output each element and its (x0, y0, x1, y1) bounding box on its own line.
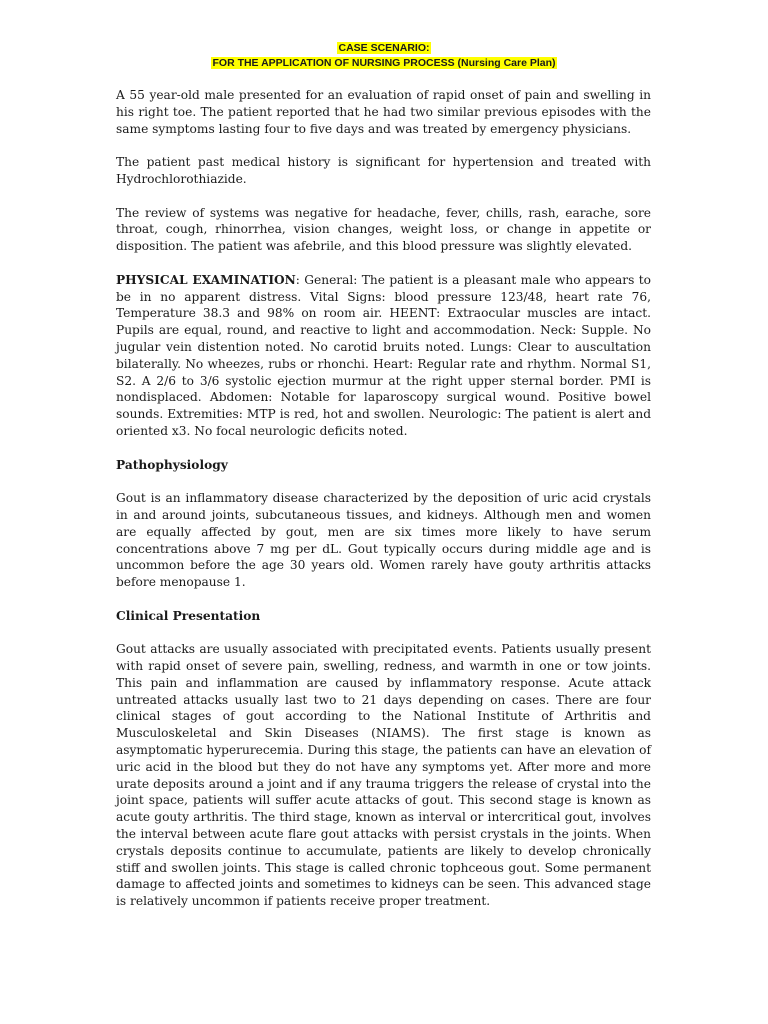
physical-exam-text: : General: The patient is a pleasant male who appears to be in no apparent distress. Vital Signs: blood pressure 123/48, heart rate 76, Temperature 38.3 and 98% on room air. HEENT: Extraocular muscles are intact. Pupils are equal, round, and reactive to light and accommodation. Neck: Supple. No jugular vein distention noted. No carotid bruits noted. Lungs: Clear to auscultation bilaterally. No wheezes, rubs or rhonchi. Heart: Regular rate and rhythm. Normal S1, S2. A 2/6 to 3/6 systolic ejection murmur at the right upper sternal border. PMI is nondisplaced. Abdomen: Notable for laparoscopy surgical wound. Positive bowel sounds. Extremities: MTP is red, hot and swollen. Neurologic: The patient is alert and oriented x3. No focal neurologic deficits noted. (116, 272, 652, 438)
header-case-scenario: CASE SCENARIO: (338, 42, 430, 54)
clinical-presentation-heading: Clinical Presentation (116, 608, 261, 623)
pathophysiology-heading: Pathophysiology (116, 457, 228, 472)
physical-exam-paragraph (116, 272, 651, 440)
document-header (0, 41, 768, 71)
header-subtitle: FOR THE APPLICATION OF NURSING PROCESS (Nursing Care Plan) (212, 57, 556, 69)
physical-exam-heading: PHYSICAL EXAMINATION (116, 272, 296, 287)
intro-paragraph-1: A 55 year-old male presented for an evaluation of rapid onset of pain and swelling in his right toe. The patient reported that he had two similar previous episodes with the same symptoms lasting four to five days and was treated by emergency physicians. (116, 88, 651, 136)
document-body (116, 87, 651, 927)
pathophysiology-paragraph: Gout is an inflammatory disease characterized by the deposition of uric acid crystals in and around joints, subcutaneous tissues, and kidneys. Although men and women are equally affected by gout, men are six times more likely to have serum concentrations above 7 mg per dL. Gout typically occurs during middle age and is uncommon before the age 30 years old. Women rarely have gouty arthritis attacks before menopause 1. (116, 491, 651, 590)
clinical-presentation-paragraph: Gout attacks are usually associated with precipitated events. Patients usually present with rapid onset of severe pain, swelling, redness, and warmth in one or tow joints. This pain and inflammation are caused by inflammatory response. Acute attack untreated attacks usually last two to 21 days depending on cases. There are four clinical stages of gout according to the National Institute of Arthritis and Musculoskeletal and Skin Diseases (NIAMS). The first stage is known as asymptomatic hyperurecemia. During this stage, the patients can have an elevation of uric acid in the blood but they do not have any symptoms yet. After more and more urate deposits around a joint and if any trauma triggers the release of crystal into the joint space, patients will suffer acute attacks of gout. This second stage is known as acute gouty arthritis. The third stage, known as interval or intercritical gout, involves the interval between acute flare gout attacks with persist crystals in the joints. When crystals deposits continue to accumulate, patients are likely to develop chronically stiff and swollen joints. This stage is called chronic tophceous gout. Some permanent damage to affected joints and sometimes to kidneys can be seen. This advanced stage is relatively uncommon if patients receive proper treatment. (116, 642, 651, 909)
intro-paragraph-2: The patient past medical history is significant for hypertension and treated with Hydrochlorothiazide. (116, 155, 651, 186)
intro-paragraph-3: The review of systems was negative for headache, fever, chills, rash, earache, sore throat, cough, rhinorrhea, vision changes, weight loss, or change in appetite or disposition. The patient was afebrile, and this blood pressure was slightly elevated. (116, 205, 651, 254)
